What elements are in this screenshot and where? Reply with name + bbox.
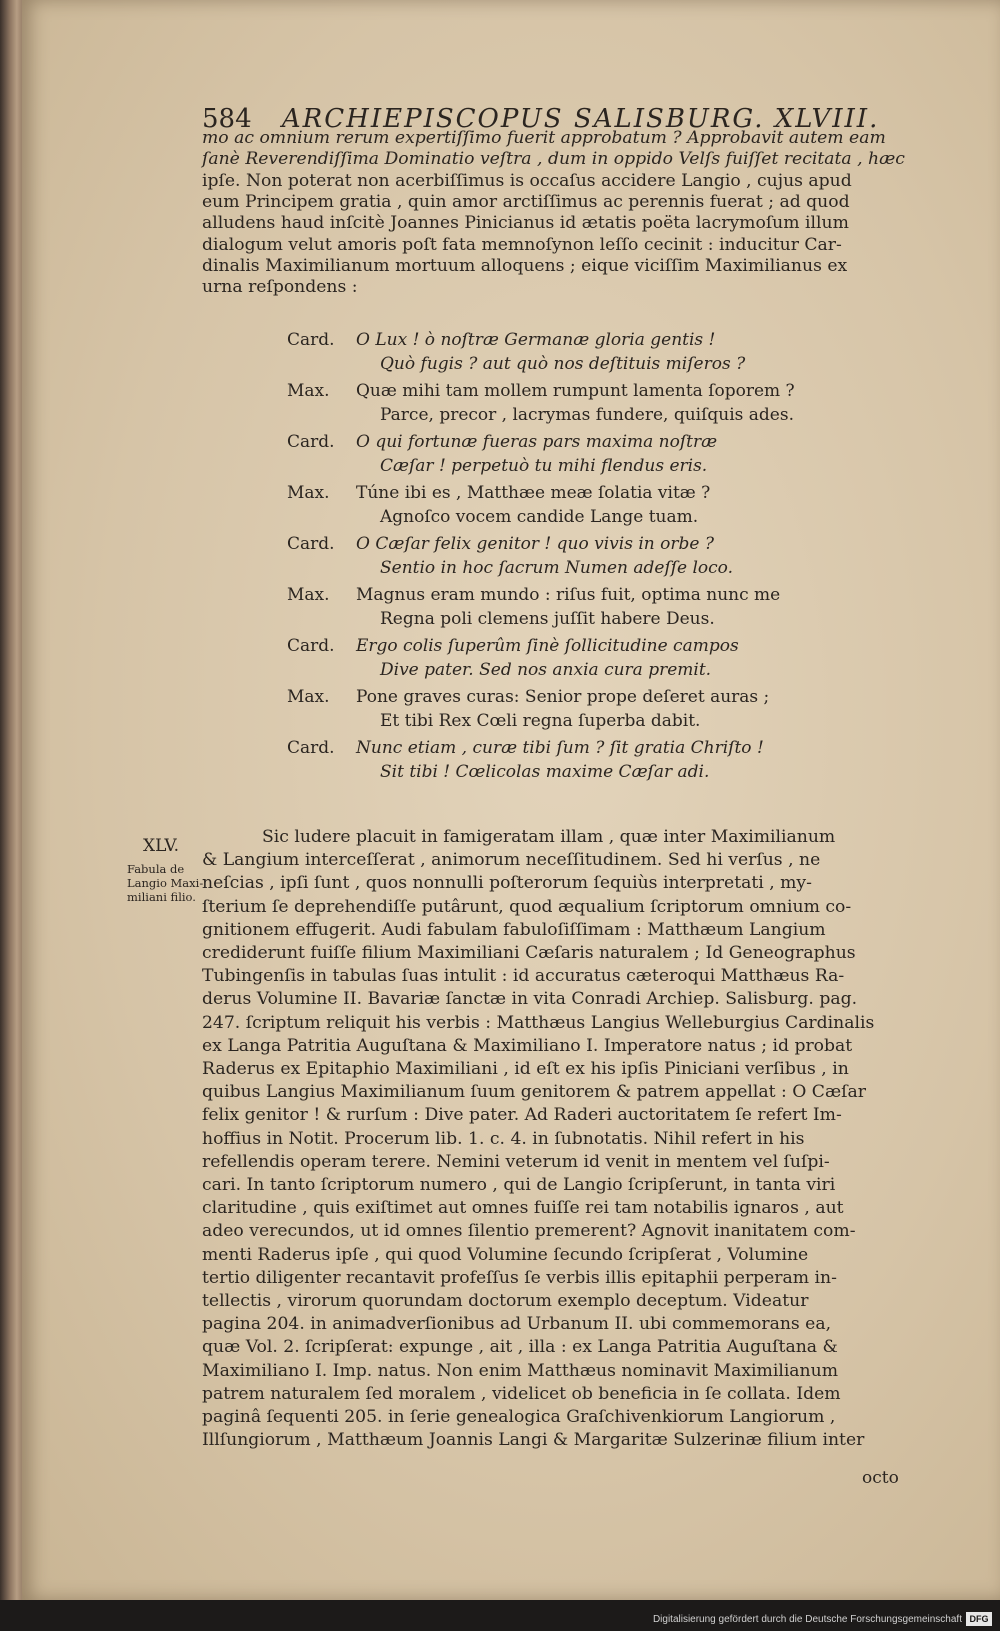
dialogue-verse: O Cæſar felix genitor ! quo vivis in orbe ? xyxy=(356,534,714,554)
body-line: 247. ſcriptum reliquit his verbis : Matthæus Langius Welleburgius Cardinalis xyxy=(202,1012,875,1033)
dialogue-speaker: Max. xyxy=(287,687,330,707)
dfg-logo: DFG xyxy=(966,1612,992,1626)
dialogue-verse: O Lux ! ò noſtræ Germanæ gloria gentis ! xyxy=(356,330,716,350)
intro-line: eum Principem gratia , quin amor arctiſſimus ac perennis fuerat ; ad quod xyxy=(202,191,850,212)
dialogue-verse: Agnoſco vocem candide Lange tuam. xyxy=(380,507,699,527)
body-line: derus Volumine II. Bavariæ ſanctæ in vita Conradi Archiep. Salisburg. pag. xyxy=(202,989,858,1010)
dialogue-verse: Magnus eram mundo : riſus fuit, optima nunc me xyxy=(356,585,781,605)
body-line: claritudine , quis exiſtimet aut omnes fuiſſe rei tam notabilis ignaros , aut xyxy=(202,1198,844,1219)
dialogue-verse: Nunc etiam , curæ tibi ſum ? ſit gratia Chriſto ! xyxy=(356,738,764,758)
dialogue-verse: O qui fortunæ fueras pars maxima noſtræ xyxy=(356,432,718,452)
dialogue-verse: Sit tibi ! Cœlicolas maxime Cæſar adi. xyxy=(380,762,710,782)
dialogue-verse: Pone graves curas: Senior prope deſeret auras ; xyxy=(356,687,770,707)
body-line: menti Raderus ipſe , qui quod Volumine ſecundo ſcripſerat , Volumine xyxy=(202,1244,809,1265)
intro-line: ipſe. Non poterat non acerbiſſimus is occaſus accidere Langio , cujus apud xyxy=(202,170,852,191)
body-line: ex Langa Patritia Auguſtana & Maximiliano I. Imperatore natus ; id probat xyxy=(202,1035,853,1056)
body-line: felix genitor ! & rurſum : Dive pater. Ad Raderi auctoritatem ſe refert Im- xyxy=(202,1105,842,1126)
body-line: tellectis , virorum quorundam doctorum exemplo deceptum. Videatur xyxy=(202,1291,809,1311)
footer-credit: Digitalisierung gefördert durch die Deutsche Forschungsgemeinschaft xyxy=(652,1614,962,1625)
body-line: Raderus ex Epitaphio Maximiliani , id eſt ex his ipſis Piniciani verſibus , in xyxy=(202,1059,849,1079)
intro-line: ſanè Reverendiſſima Dominatio veſtra , dum in oppido Velſs fuiſſet recitata , hæc xyxy=(202,149,905,170)
body-line: quibus Langius Maximilianum ſuum genitorem & patrem appellat : O Cæſar xyxy=(202,1082,866,1103)
page-number: 584 xyxy=(202,104,252,134)
dialogue-verse: Ergo colis ſuperûm ſinè ſollicitudine campos xyxy=(356,636,739,656)
body-line: gnitionem effugerit. Audi fabulam fabuloſiſſimam : Matthæum Langium xyxy=(202,919,826,940)
dialogue-verse: Regna poli clemens juſſit habere Deus. xyxy=(380,609,715,629)
body-line: neſcias , ipſi ſunt , quos nonnulli poſterorum ſequiùs interpretati , my- xyxy=(202,873,812,894)
body-line: Sic ludere placuit in famigeratam illam , quæ inter Maximilianum xyxy=(262,827,836,847)
intro-line: dinalis Maximilianum mortuum alloquens ; eique viciſſim Maximilianus ex xyxy=(202,255,848,276)
intro-line: alludens haud inſcitè Joannes Pinicianus id ætatis poëta lacrymoſum illum xyxy=(202,213,849,234)
dialogue-speaker: Max. xyxy=(287,381,330,401)
body-line: paginâ ſequenti 205. in ſerie genealogica Graſchivenkiorum Langiorum , xyxy=(202,1407,836,1427)
body-line: refellendis operam terere. Nemini veterum id venit in mentem vel ſuſpi- xyxy=(202,1151,830,1172)
body-line: crediderunt fuiſſe filium Maximiliani Cæſaris naturalem ; Id Geneographus xyxy=(202,943,856,963)
intro-line: mo ac omnium rerum expertiſſimo fuerit approbatum ? Approbavit autem eam xyxy=(202,128,886,148)
body-line: quæ Vol. 2. ſcripſerat: expunge , ait , illa : ex Langa Patritia Auguſtana & xyxy=(202,1337,838,1358)
body-line: Illſungiorum , Matthæum Joannis Langi & Margaritæ Sulzerinæ filium inter xyxy=(202,1430,865,1451)
body-line: & Langium interceſſerat , animorum neceſſitudinem. Sed hi verſus , ne xyxy=(202,850,821,871)
margin-note: Fabula de Langio Maxi- miliani filio. xyxy=(127,862,204,904)
body-line: patrem naturalem ſed moralem , videlicet ob beneficia in ſe collata. Idem xyxy=(202,1383,841,1404)
body-line: ſterium ſe deprehendiſſe putârunt, quod æqualium ſcriptorum omnium co- xyxy=(202,896,852,917)
dialogue-verse: Quò fugis ? aut quò nos deſtituis miſeros ? xyxy=(380,354,746,374)
dialogue-speaker: Card. xyxy=(287,432,335,452)
dialogue-speaker: Card. xyxy=(287,738,335,758)
body-line: adeo verecundos, ut id omnes ſilentio premerent? Agnovit inanitatem com- xyxy=(202,1221,856,1242)
body-line: Tubingenſis in tabulas ſuas intulit : id accuratus cæteroqui Matthæus Ra- xyxy=(202,966,845,987)
catchword: octo xyxy=(862,1468,899,1488)
dialogue-speaker: Max. xyxy=(287,585,330,605)
dialogue-speaker: Max. xyxy=(287,483,330,503)
body-line: hoffius in Notit. Procerum lib. 1. c. 4. in ſubnotatis. Nihil refert in his xyxy=(202,1128,805,1149)
intro-line: dialogum velut amoris poſt fata memnoſynon leſſo cecinit : inducitur Car- xyxy=(202,234,842,255)
dialogue-verse: Et tibi Rex Cœli regna ſuperba dabit. xyxy=(380,711,701,731)
dialogue-verse: Túne ibi es , Matthæe meæ ſolatia vitæ ? xyxy=(356,483,711,503)
dialogue-speaker: Card. xyxy=(287,636,335,656)
running-title: ARCHIEPISCOPUS SALISBURG. XLVIII. xyxy=(281,104,880,134)
intro-line: urna reſpondens : xyxy=(202,277,358,298)
dialogue-speaker: Card. xyxy=(287,534,335,554)
body-line: cari. In tanto ſcriptorum numero , qui de Langio ſcripſerunt, in tanta viri xyxy=(202,1175,836,1195)
section-number: XLV. xyxy=(143,836,180,856)
dialogue-verse: Parce, precor , lacrymas fundere, quiſquis ades. xyxy=(380,405,794,425)
dialogue-verse: Dive pater. Sed nos anxia cura premit. xyxy=(380,660,712,680)
body-line: tertio diligenter recantavit profeſſus ſe verbis illis epitaphii perperam in- xyxy=(202,1267,837,1288)
dialogue-verse: Sentio in hoc ſacrum Numen adeſſe loco. xyxy=(380,558,734,578)
dialogue-verse: Cæſar ! perpetuò tu mihi flendus eris. xyxy=(380,456,708,476)
dialogue-verse: Quæ mihi tam mollem rumpunt lamenta ſoporem ? xyxy=(356,381,795,401)
body-line: pagina 204. in animadverſionibus ad Urbanum II. ubi commemorans ea, xyxy=(202,1314,832,1335)
dialogue-speaker: Card. xyxy=(287,330,335,350)
body-line: Maximiliano I. Imp. natus. Non enim Matthæus nominavit Maximilianum xyxy=(202,1360,838,1381)
